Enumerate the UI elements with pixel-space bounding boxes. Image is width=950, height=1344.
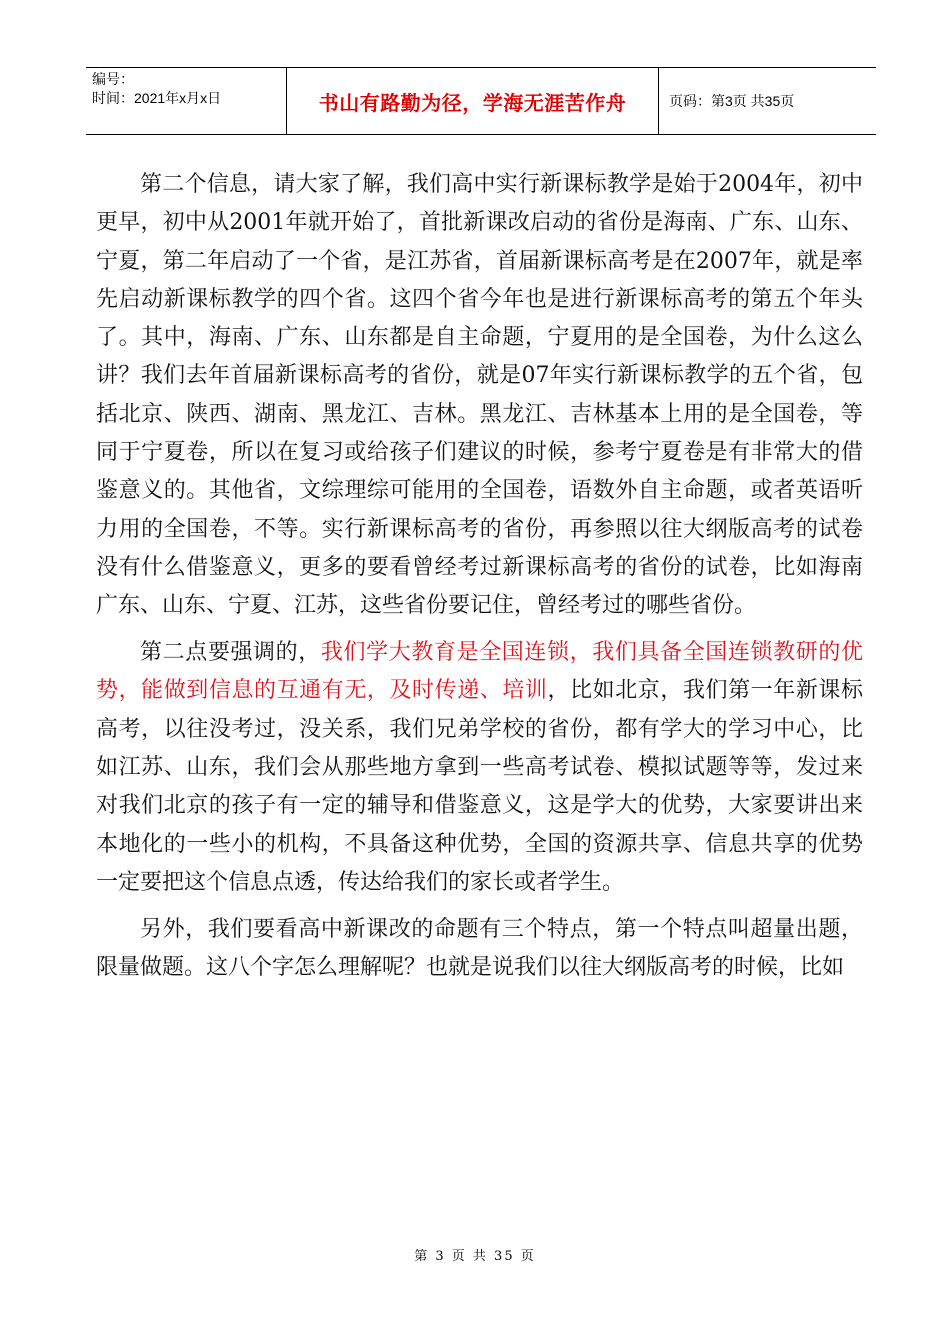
paragraph-text: 另外，我们要看高中新课改的命题有三个特点，第一个特点叫超量出题，限量做题。这八个字怎么理解呢？也就是说我们以往大纲版高考的时候，比如 [96, 916, 863, 980]
paragraph-1 [96, 166, 863, 626]
document-body [96, 166, 863, 996]
paragraph-text: 第二点要强调的， [140, 640, 321, 666]
paragraph-2 [96, 634, 863, 902]
header-meta [86, 68, 287, 134]
paragraph-text: 第二个信息，请大家了解，我们高中实行新课标教学是始于2004年，初中更早，初中从2001年就开始了，首批新课改启动的省份是海南、广东、山东、宁夏，第二年启动了一个省，是江苏省，首届新课标高考是在2007年，就是率先启动新课标教学的四个省。这四个省今年也是进行新课标高考的第五个年头了。其中，海南、广东、山东都是自主命题，宁夏用的是全国卷，为什么这么讲？我们去年首届新课标高考的省份，就是07年实行新课标教学的五个省，包括北京、陕西、湖南、黑龙江、吉林。黑龙江、吉林基本上用的是全国卷，等同于宁夏卷，所以在复习或给孩子们建议的时候，参考宁夏卷是有非常大的借鉴意义的。其他省，文综理综可能用的全国卷，语数外自主命题，或者英语听力用的全国卷，不等。实行新课标高考的省份，再参照以往大纲版高考的试卷没有什么借鉴意义，更多的要看曾经考过新课标高考的省份的试卷，比如海南广东、山东、宁夏、江苏，这些省份要记住，曾经考过的哪些省份。 [96, 172, 863, 619]
document-number-label: 编号： [92, 71, 134, 87]
page-header [86, 67, 876, 135]
header-motto: 书山有路勤为径，学海无涯苦作舟 [287, 68, 659, 134]
header-page-info: 页码：第3页 共35页 [669, 93, 795, 109]
document-date-label: 时间：2021年x月x日 [92, 90, 222, 106]
paragraph-3 [96, 911, 863, 988]
paragraph-text: ，比如北京，我们第一年新课标高考，以往没考过，没关系，我们兄弟学校的省份，都有学大的学习中心，比如江苏、山东，我们会从那些地方拿到一些高考试卷、模拟试题等等，发过来对我们北京的孩子有一定的辅导和借鉴意义，这是学大的优势，大家要讲出来本地化的一些小的机构，不具备这种优势，全国的资源共享、信息共享的优势一定要把这个信息点透，传达给我们的家长或者学生。 [96, 678, 863, 895]
highlighted-text: 我们学大教育是全国连锁，我们具备全国连锁教研的优势，能做到信息的互通有无，及时传递、培训 [96, 640, 863, 704]
page-footer: 第 3 页 共 35 页 [414, 1249, 536, 1264]
